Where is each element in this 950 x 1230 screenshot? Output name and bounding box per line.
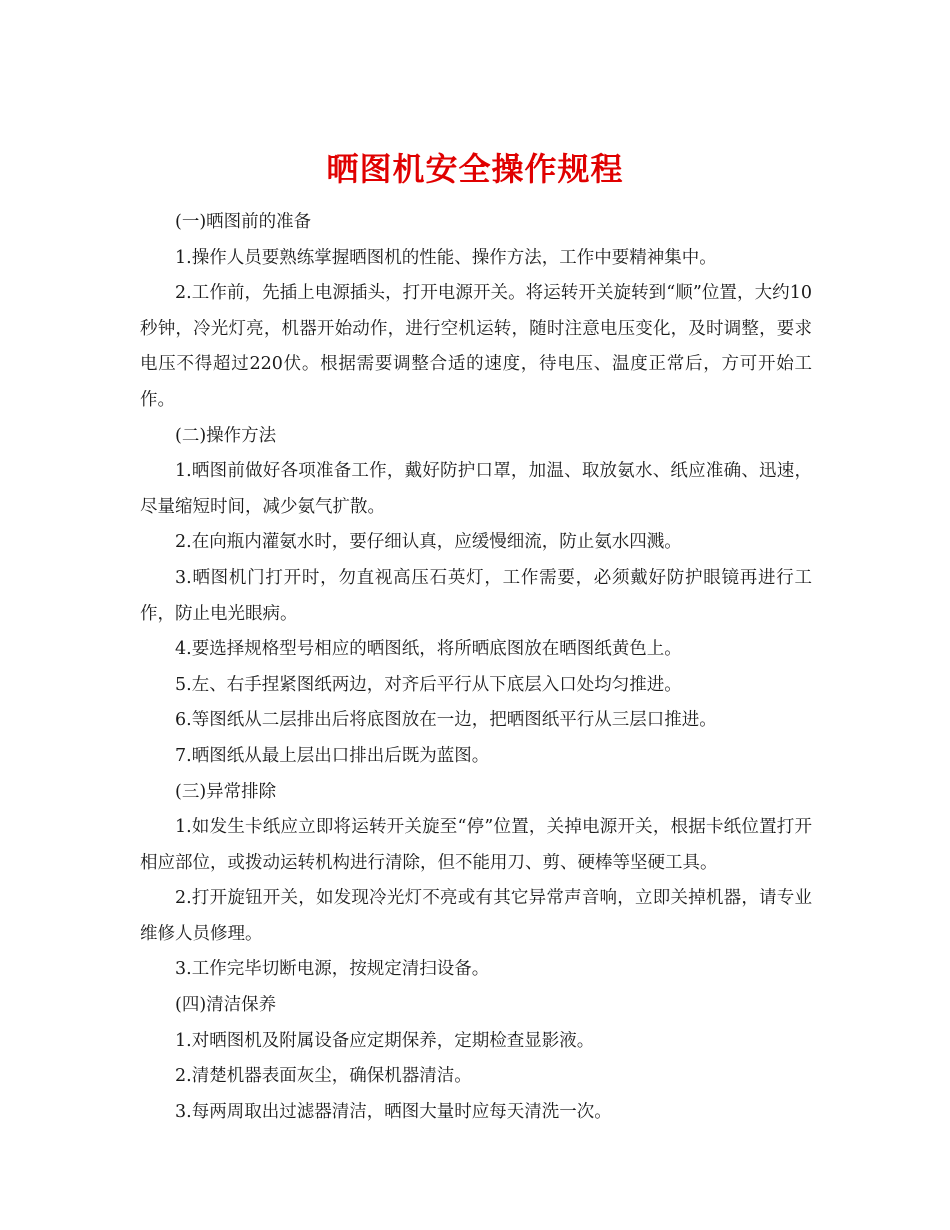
paragraph: 2.清楚机器表面灰尘，确保机器清洁。 [175,1066,472,1087]
paragraph: 1.对晒图机及附属设备应定期保养，定期检查显影液。 [175,1030,595,1051]
paragraph: 3.工作完毕切断电源，按规定清扫设备。 [175,959,490,980]
paragraph: 1.如发生卡纸应立即将运转开关旋至“停”位置，关掉电源开关，根据卡纸位置打开相应部位，或拨动运转机构进行清除，但不能用刀、剪、硬棒等坚硬工具。 [140,817,812,873]
paragraph: 1.晒图前做好各项准备工作，戴好防护口罩，加温、取放氨水、纸应准确、迅速，尽量缩短时间，减少氨气扩散。 [140,461,812,517]
paragraph: 6.等图纸从二层排出后将底图放在一边，把晒图纸平行从三层口推进。 [175,710,717,731]
section-heading: (一)晒图前的准备 [175,212,312,232]
paragraph: 5.左、右手捏紧图纸两边，对齐后平行从下底层入口处均匀推进。 [175,674,682,695]
section-heading: (四)清洁保养 [175,995,277,1016]
paragraph: 4.要选择规格型号相应的晒图纸，将所晒底图放在晒图纸黄色上。 [175,639,682,660]
paragraph: 2.打开旋钮开关，如发现冷光灯不亮或有其它异常声音响，立即关掉机器，请专业维修人员修理。 [140,888,812,944]
paragraph: 7.晒图纸从最上层出口排出后既为蓝图。 [175,745,490,766]
document-title: 晒图机安全操作规程 [326,150,624,189]
paragraph: 2.工作前，先插上电源插头，打开电源开关。将运转开关旋转到“顺”位置，大约10秒钟，冷光灯亮，机器开始动作，进行空机运转，随时注意电压变化，及时调整，要求电压不得超过220伏。根据需要调整合适的速度，待电压、温度正常后，方可开始工作。 [140,283,812,410]
paragraph: 3.每两周取出过滤器清洁，晒图大量时应每天清洗一次。 [175,1101,612,1122]
paragraph: 3.晒图机门打开时，勿直视高压石英灯，工作需要，必须戴好防护眼镜再进行工作，防止电光眼病。 [140,567,812,624]
section-heading: (二)操作方法 [175,425,277,446]
document-body [140,205,812,1130]
section-heading: (三)异常排除 [175,781,277,802]
paragraph: 1.操作人员要熟练掌握晒图机的性能、操作方法，工作中要精神集中。 [175,247,717,268]
paragraph: 2.在向瓶内灌氨水时，要仔细认真，应缓慢细流，防止氨水四溅。 [175,532,682,553]
